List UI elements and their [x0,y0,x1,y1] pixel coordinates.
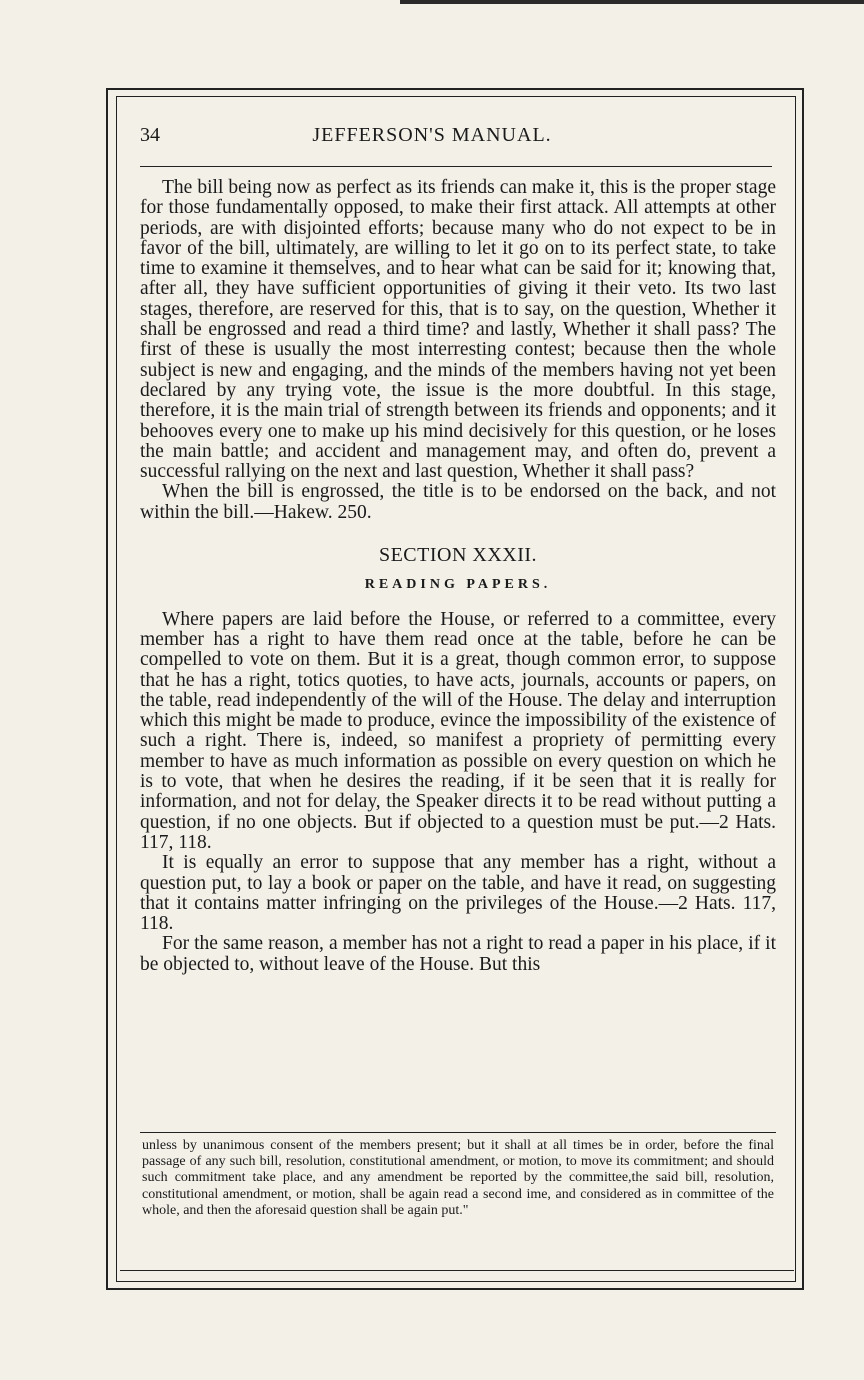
main-text [140,178,776,975]
running-title: JEFFERSON'S MANUAL. [312,124,552,146]
top-edge-rule [400,0,864,4]
paragraph-final-stage: The bill being now as perfect as its friends can make it, this is the proper stage for those fundamentally opposed, to make their first attack. All attempts at other periods, are with disjointed efforts; because many who do not expect to be in favor of the bill, ultimately, are willing to let it go on to its perfect state, to take time to examine it themselves, and to hear what can be said for it; knowing that, after all, they have sufficient opportunities of giving it their veto. Its two last stages, therefore, are reserved for this, that is to say, on the question, Whether it shall be engrossed and read a third time? and lastly, Whether it shall pass? The first of these is usually the most interresting contest; because then the whole subject is new and engaging, and the minds of the members having not yet been declared by any trying vote, the issue is the more doubtful. In this stage, therefore, it is the main trial of strength between its friends and opponents; and it behooves every one to make up his mind decisively for this question, or he loses the main battle; and accident and management may, and often do, prevent a successful rallying on the next and last question, Whether it shall pass? [140,177,776,483]
section-title: SECTION XXXII. [378,544,538,567]
footnote-rule [140,1132,776,1133]
paragraph-engrossed: When the bill is engrossed, the title is to be endorsed on the back, and not within the bill.—Hakew. 250. [140,481,776,523]
paragraph-same-reason: For the same reason, a member has not a right to read a paper in his place, if it be objected to, without leave of the House. But this [140,933,776,975]
paragraph-reading-papers: Where papers are laid before the House, or referred to a committee, every member has a right to have them read once at the table, before he can be compelled to vote on them. But it is a great, though common error, to suppose that he has a right, totics quoties, to have acts, journals, accounts or papers, on the table, read independently of the will of the House. The delay and interruption which this might be made to produce, evince the impossibility of the existence of such a right. There is, indeed, so manifest a propriety of permitting every member to have as much information as possible on every question on which he is to vote, that when he desires the reading, if it be seen that it is really for information, and not for delay, the Speaker directs it to be read without putting a question, if no one objects. But if objected to a question must be put.—2 Hats. 117, 118. [140,608,776,853]
header-rule [140,166,772,167]
section-subtitle: READING PAPERS. [364,577,552,593]
footnote: unless by unanimous consent of the members present; but it shall at all times be in order, before the final passage of any such bill, resolution, constitutional amendment, or motion, to move its commitment; and should such commitment take place, and any amendment be reported by the committee,the said bill, resolution, constitutional amendment, or motion, shall be again read a second ime, and considered as in committee of the whole, and then the aforesaid question shall be again put." [142,1138,774,1218]
page-number: 34 [140,124,160,146]
bottom-rule [120,1270,794,1271]
paragraph-equally-error: It is equally an error to suppose that any member has a right, without a question put, to lay a book or paper on the table, and have it read, on suggesting that it contains matter infringing on the privileges of the House.—2 Hats. 117, 118. [140,852,776,935]
